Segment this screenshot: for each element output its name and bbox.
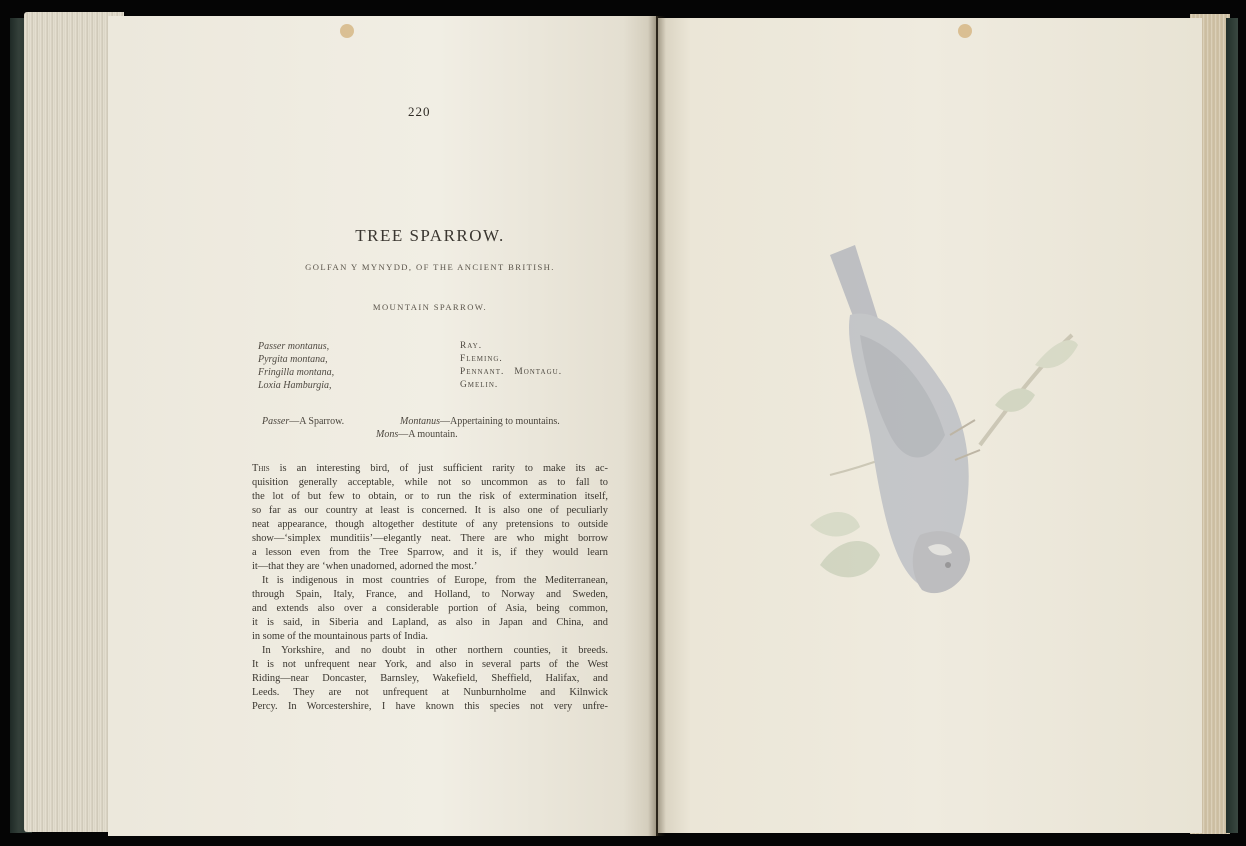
binding-thread-mark: [958, 24, 972, 38]
synonym-authority: Gmelin.: [460, 380, 499, 390]
synonym-authority: Pennant. Montagu.: [460, 367, 563, 377]
body-line: Riding—near Doncaster, Barnsley, Wakefield, Sheffield, Halifax, and: [252, 673, 608, 684]
body-line: It is not unfrequent near York, and also in several parts of the West: [252, 659, 608, 670]
alternate-name: MOUNTAIN SPARROW.: [372, 302, 488, 312]
etymology-mons: [376, 429, 458, 440]
synonym-authority: Fleming.: [460, 354, 503, 364]
body-line: it—that they are ‘when unadorned, adorned the most.’: [252, 561, 478, 572]
etymology-term: Passer: [262, 416, 290, 427]
synonym-name: Fringilla montana,: [258, 367, 335, 378]
body-line-text: is an interesting bird, of just sufficient rarity to make its ac-: [269, 463, 608, 474]
body-line: the lot of but few to obtain, or to run the risk of extermination itself,: [252, 491, 608, 502]
body-line: Percy. In Worcestershire, I have known this species not very unfre-: [252, 701, 608, 712]
synonym-name: Loxia Hamburgia,: [258, 380, 332, 391]
body-line: Leeds. They are not unfrequent at Nunburnholme and Kilnwick: [252, 687, 608, 698]
body-line: show—‘simplex munditiis’—elegantly neat. There are who might borrow: [252, 533, 608, 544]
body-line: a lesson even from the Tree Sparrow, and it is, if they would learn: [252, 547, 608, 558]
species-heading: TREE SPARROW.: [355, 226, 505, 245]
etymology-passer: [262, 416, 344, 427]
etymology-definition: —A mountain.: [398, 429, 458, 440]
body-line: In Yorkshire, and no doubt in other northern counties, it breeds.: [262, 645, 608, 656]
etymology-term: Montanus: [400, 416, 440, 427]
etymology-definition: —A Sparrow.: [289, 416, 345, 427]
page-number: 220: [408, 104, 431, 119]
etymology-montanus: [400, 416, 560, 427]
body-line: and extends also over a considerable portion of Asia, being common,: [252, 603, 608, 614]
body-line: in some of the mountainous parts of India.: [252, 631, 429, 642]
binding-thread-mark: [340, 24, 354, 38]
body-line: through Spain, Italy, France, and Holland, to Norway and Sweden,: [252, 589, 608, 600]
welsh-name: GOLFAN Y MYNYDD, OF THE ANCIENT BRITISH.: [305, 262, 555, 272]
synonym-authority: Ray.: [460, 341, 483, 351]
body-line: neat appearance, though altogether destitute of any pretensions to outside: [252, 519, 608, 530]
body-line: it is said, in Siberia and Lapland, as also in Japan and China, and: [252, 617, 608, 628]
body-line: so far as our country at least is concerned. It is also one of peculiarly: [252, 505, 608, 516]
drop-word: This: [252, 463, 270, 474]
etymology-term: Mons: [376, 429, 399, 440]
left-page: [108, 16, 656, 836]
tree-sparrow-plate: [810, 235, 1090, 635]
etymology-definition: —Appertaining to mountains.: [440, 416, 560, 427]
synonym-name: Passer montanus,: [258, 341, 330, 352]
body-line: [252, 463, 608, 474]
body-line: quisition generally acceptable, while not so uncommon as to fall to: [252, 477, 608, 488]
synonym-name: Pyrgita montana,: [258, 354, 328, 365]
body-line: It is indigenous in most countries of Europe, from the Mediterranean,: [262, 575, 608, 586]
book-gutter: [648, 16, 666, 836]
book-cover-right: [1226, 18, 1238, 833]
